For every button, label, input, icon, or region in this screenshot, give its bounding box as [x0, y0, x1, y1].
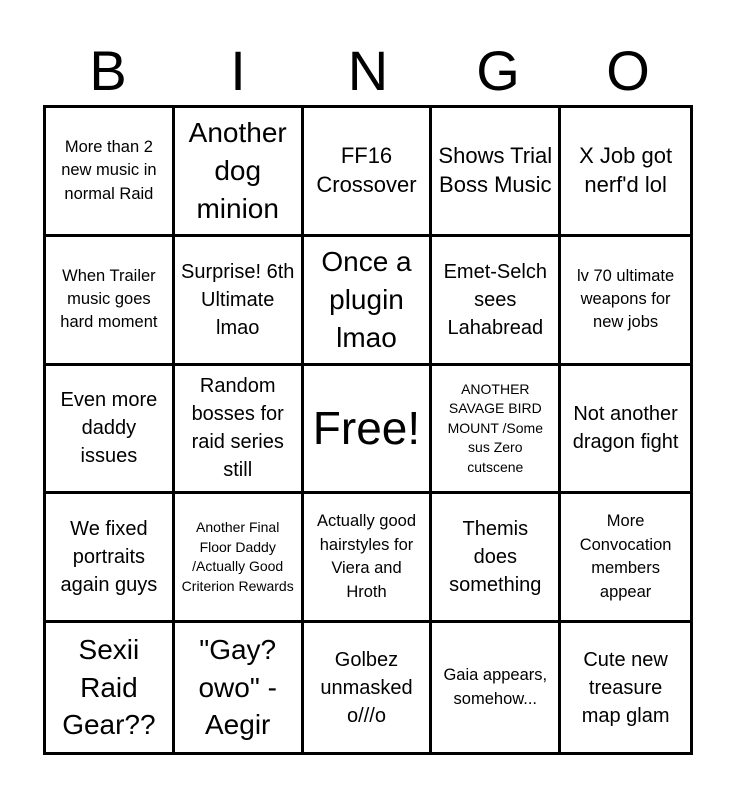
bingo-cell[interactable] [175, 494, 304, 623]
cell-text: Themis does something [449, 518, 542, 597]
header-letter-o: O [606, 39, 650, 102]
bingo-board [43, 105, 693, 755]
bingo-cell[interactable] [432, 108, 561, 237]
cell-text: Golbez unmasked o///o [320, 648, 413, 727]
cell-text: Not another dragon fight [572, 403, 679, 454]
bingo-cell[interactable] [561, 623, 690, 752]
bingo-cell[interactable] [561, 108, 690, 237]
cell-text: Another Final Floor Daddy /Actually Good Criterion Rewards [181, 519, 294, 594]
cell-text: Emet-Selch sees Lahabread [443, 260, 547, 339]
cell-text: We fixed portraits again guys [60, 518, 158, 597]
header-letter-g: G [476, 39, 520, 102]
cell-text: ANOTHER SAVAGE BIRD MOUNT /Some sus Zero cutscene [447, 380, 543, 475]
cell-text: Free! [312, 402, 421, 455]
bingo-cell[interactable] [561, 494, 690, 623]
bingo-cell[interactable] [175, 366, 304, 495]
bingo-cell[interactable] [46, 108, 175, 237]
cell-text: Shows Trial Boss Music [438, 143, 553, 197]
cell-text: More Convocation members appear [579, 512, 672, 601]
bingo-cell[interactable] [304, 623, 433, 752]
cell-text: Actually good hairstyles for Viera and Hroth [316, 512, 417, 601]
cell-text: X Job got nerf'd lol [579, 143, 673, 197]
cell-text: Surprise! 6th Ultimate lmao [181, 260, 295, 339]
cell-text: Random bosses for raid series still [191, 375, 284, 482]
bingo-cell[interactable] [46, 366, 175, 495]
free-space-cell[interactable] [304, 366, 433, 495]
header-letter-b: B [89, 39, 127, 102]
cell-text: When Trailer music goes hard moment [60, 266, 158, 332]
bingo-cell[interactable] [432, 237, 561, 366]
bingo-cell[interactable] [561, 366, 690, 495]
bingo-cell[interactable] [46, 237, 175, 366]
cell-text: lv 70 ultimate weapons for new jobs [576, 266, 675, 332]
bingo-cell[interactable] [304, 494, 433, 623]
cell-text: More than 2 new music in normal Raid [61, 137, 157, 203]
cell-text: Gaia appears, somehow... [443, 666, 548, 708]
bingo-cell[interactable] [304, 108, 433, 237]
bingo-cell[interactable] [175, 237, 304, 366]
bingo-header [43, 40, 693, 102]
cell-text: Another dog minion [188, 117, 287, 224]
bingo-cell[interactable] [432, 494, 561, 623]
bingo-cell[interactable] [46, 623, 175, 752]
cell-text: Sexii Raid Gear?? [62, 633, 156, 741]
header-letter-i: I [230, 39, 246, 102]
cell-text: Even more daddy issues [60, 389, 158, 468]
bingo-cell[interactable] [561, 237, 690, 366]
cell-text: "Gay? owo" - Aegir [198, 633, 277, 741]
bingo-cell[interactable] [175, 623, 304, 752]
cell-text: Once a plugin lmao [321, 246, 412, 353]
bingo-cell[interactable] [175, 108, 304, 237]
header-letter-n: N [347, 39, 389, 102]
bingo-cell[interactable] [304, 237, 433, 366]
cell-text: FF16 Crossover [316, 143, 417, 197]
cell-text: Cute new treasure map glam [581, 648, 670, 727]
bingo-cell[interactable] [46, 494, 175, 623]
bingo-cell[interactable] [432, 366, 561, 495]
bingo-cell[interactable] [432, 623, 561, 752]
